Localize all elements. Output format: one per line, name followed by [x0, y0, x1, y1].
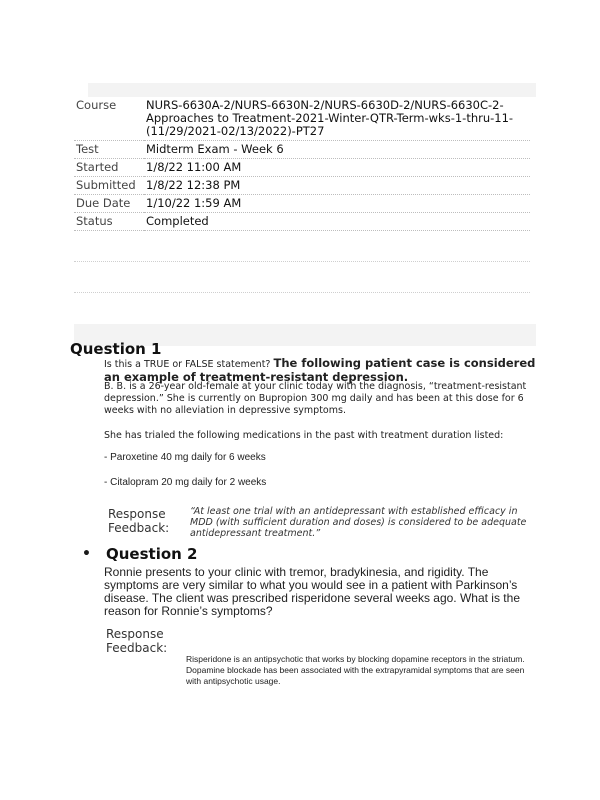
feedback-label-line: Response [106, 627, 164, 641]
info-row-status [74, 213, 530, 231]
response-feedback-text: “At least one trial with an antidepressant with established efficacy in MDD (with sufficient duration and doses) is considered to be adequate antidepressant treatment.” [190, 506, 527, 539]
info-label: Status [74, 213, 144, 231]
info-value: 1/8/22 12:38 PM [144, 177, 530, 195]
question-2-title: Question 2 [106, 545, 198, 563]
info-value: 1/8/22 11:00 AM [144, 159, 530, 177]
attempt-info-table [74, 97, 530, 231]
info-value: Completed [144, 213, 530, 231]
info-row-course [74, 97, 530, 141]
case-description: B. B. is a 26-year old-female at your clinic today with the diagnosis, “treatment-resistant depression.” She is currently on Bupropion 300 mg daily and has been at this dose for 6 weeks with no alleviation in depressive symptoms. [104, 381, 527, 416]
question-2-text: Ronnie presents to your clinic with tremor, bradykinesia, and rigidity. The symptoms are very similar to what you would see in a patient with Parkinson’s disease. The client was prescribed risperidone several weeks ago. What is the reason for Ronnie’s symptoms? [104, 565, 520, 618]
info-label: Test [74, 141, 144, 159]
info-label: Due Date [74, 195, 144, 213]
info-label: Course [74, 97, 144, 141]
bullet-icon: • [82, 546, 91, 562]
feedback-label-line: Feedback: [108, 521, 170, 535]
info-value: NURS-6630A-2/NURS-6630N-2/NURS-6630D-2/NURS-6630C-2-Approaches to Treatment-2021-Winter-QTR-Term-wks-1-thru-11-(11/29/2021-02/13/2022)-PT27 [144, 97, 530, 141]
info-label: Started [74, 159, 144, 177]
info-row-test [74, 141, 530, 159]
feedback-label-line: Response [108, 507, 166, 521]
medication-item: - Citalopram 20 mg daily for 2 weeks [104, 477, 267, 488]
divider [74, 261, 530, 262]
info-value: 1/10/22 1:59 AM [144, 195, 530, 213]
divider [74, 292, 530, 293]
info-row-submitted [74, 177, 530, 195]
question-1-title: Question 1 [70, 340, 162, 358]
info-row-started [74, 159, 530, 177]
info-row-due-date [74, 195, 530, 213]
response-feedback-text: Risperidone is an antipsychotic that works by blocking dopamine receptors in the striatum. Dopamine blockade has been associated with the extrapyramidal symptoms that are seen with antipsychotic usage. [186, 654, 525, 686]
info-label: Submitted [74, 177, 144, 195]
response-feedback-label [106, 627, 167, 655]
medication-item: - Paroxetine 40 mg daily for 6 weeks [104, 452, 266, 463]
feedback-label-line: Feedback: [106, 641, 168, 655]
prompt-small: Is this a TRUE or FALSE statement? [104, 359, 271, 370]
prompt-statement: The following patient case is considered an example of treatment-resistant depression. [104, 356, 536, 384]
trials-intro: She has trialed the following medications in the past with treatment duration listed: [104, 430, 504, 441]
info-value: Midterm Exam - Week 6 [144, 141, 530, 159]
response-feedback-label [108, 507, 169, 535]
header-band [88, 83, 536, 97]
